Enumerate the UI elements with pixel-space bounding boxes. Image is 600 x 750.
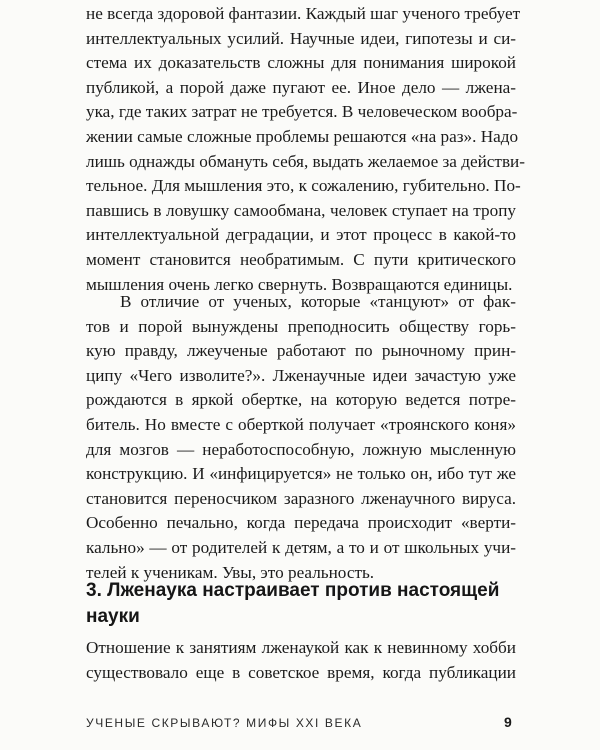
text-line: тельное. Для мышления это, к сожалению, губительно. По- [86,176,521,196]
text-line: не всегда здоровой фантазии. Каждый шаг ученого требует [86,4,521,23]
text-line: ука, где таких затрат не требуется. В человеческом вообра- [86,102,518,122]
text-line: тов и порой вынуждены преподносить обществу горь- [86,316,516,336]
text-line: интеллектуальных усилий. Научные идеи, гипотезы и си- [86,28,516,48]
heading-line: 3. Лженаука настраивает против настоящей [86,580,500,601]
text-line: становится переносчиком заразного лженаучного вируса. [86,488,516,508]
text-line: Отношение к занятиям лженаукой как к невинному хобби [86,638,516,657]
text-line: павшись в ловушку самообмана, человек ступает на тропу [86,200,516,220]
running-title: УЧЕНЫЕ СКРЫВАЮТ? МИФЫ XXI ВЕКА [86,716,363,730]
text-line: стема их доказательств сложны для понимания широкой [86,53,516,73]
text-line: кально» — от родителей к детям, а то и от школьных учи- [86,537,516,557]
paragraph-2 [86,290,516,585]
text-line: конструкцию. И «инфицируется» не только он, ибо тут же [86,464,516,484]
heading-line: науки [86,606,140,627]
text-line: Особенно печально, когда передача происходит «верти- [86,513,516,533]
text-line: ципу «Чего изволите?». Лженаучные идеи зачастую уже [86,365,516,385]
paragraph-3 [86,636,516,685]
text-line: кую правду, лжеученые работают по рыночному прин- [86,341,516,361]
text-line: интеллектуальной деградации, и этот процесс в какой-то [86,225,516,245]
text-line: момент становится необратимым. С пути критического [86,249,516,269]
text-line: рождаются в яркой обертке, на которую ведется потре- [86,390,516,410]
text-line: битель. Но вместе с оберткой получает «троянского коня» [86,414,516,434]
text-line: В отличие от ученых, которые «танцуют» от фак- [120,292,516,311]
paragraph-1 [86,2,525,297]
text-line: публикой, а порой даже пугают ее. Иное дело — лжена- [86,77,516,97]
section-heading [86,578,516,630]
text-line: существовало еще в советское время, когда публикации [86,662,516,682]
page-number: 9 [504,714,512,730]
text-line: телей к ученикам. Увы, это реальность. [86,562,375,582]
text-line: мышления очень легко свернуть. Возвращаются единицы. [86,274,513,294]
text-line: для мозгов — неработоспособную, ложную мысленную [86,439,516,459]
text-line: лишь однажды обмануть себя, выдать желаемое за действи- [86,151,525,171]
text-line: жении самые сложные проблемы решаются «на раз». Надо [86,126,519,146]
